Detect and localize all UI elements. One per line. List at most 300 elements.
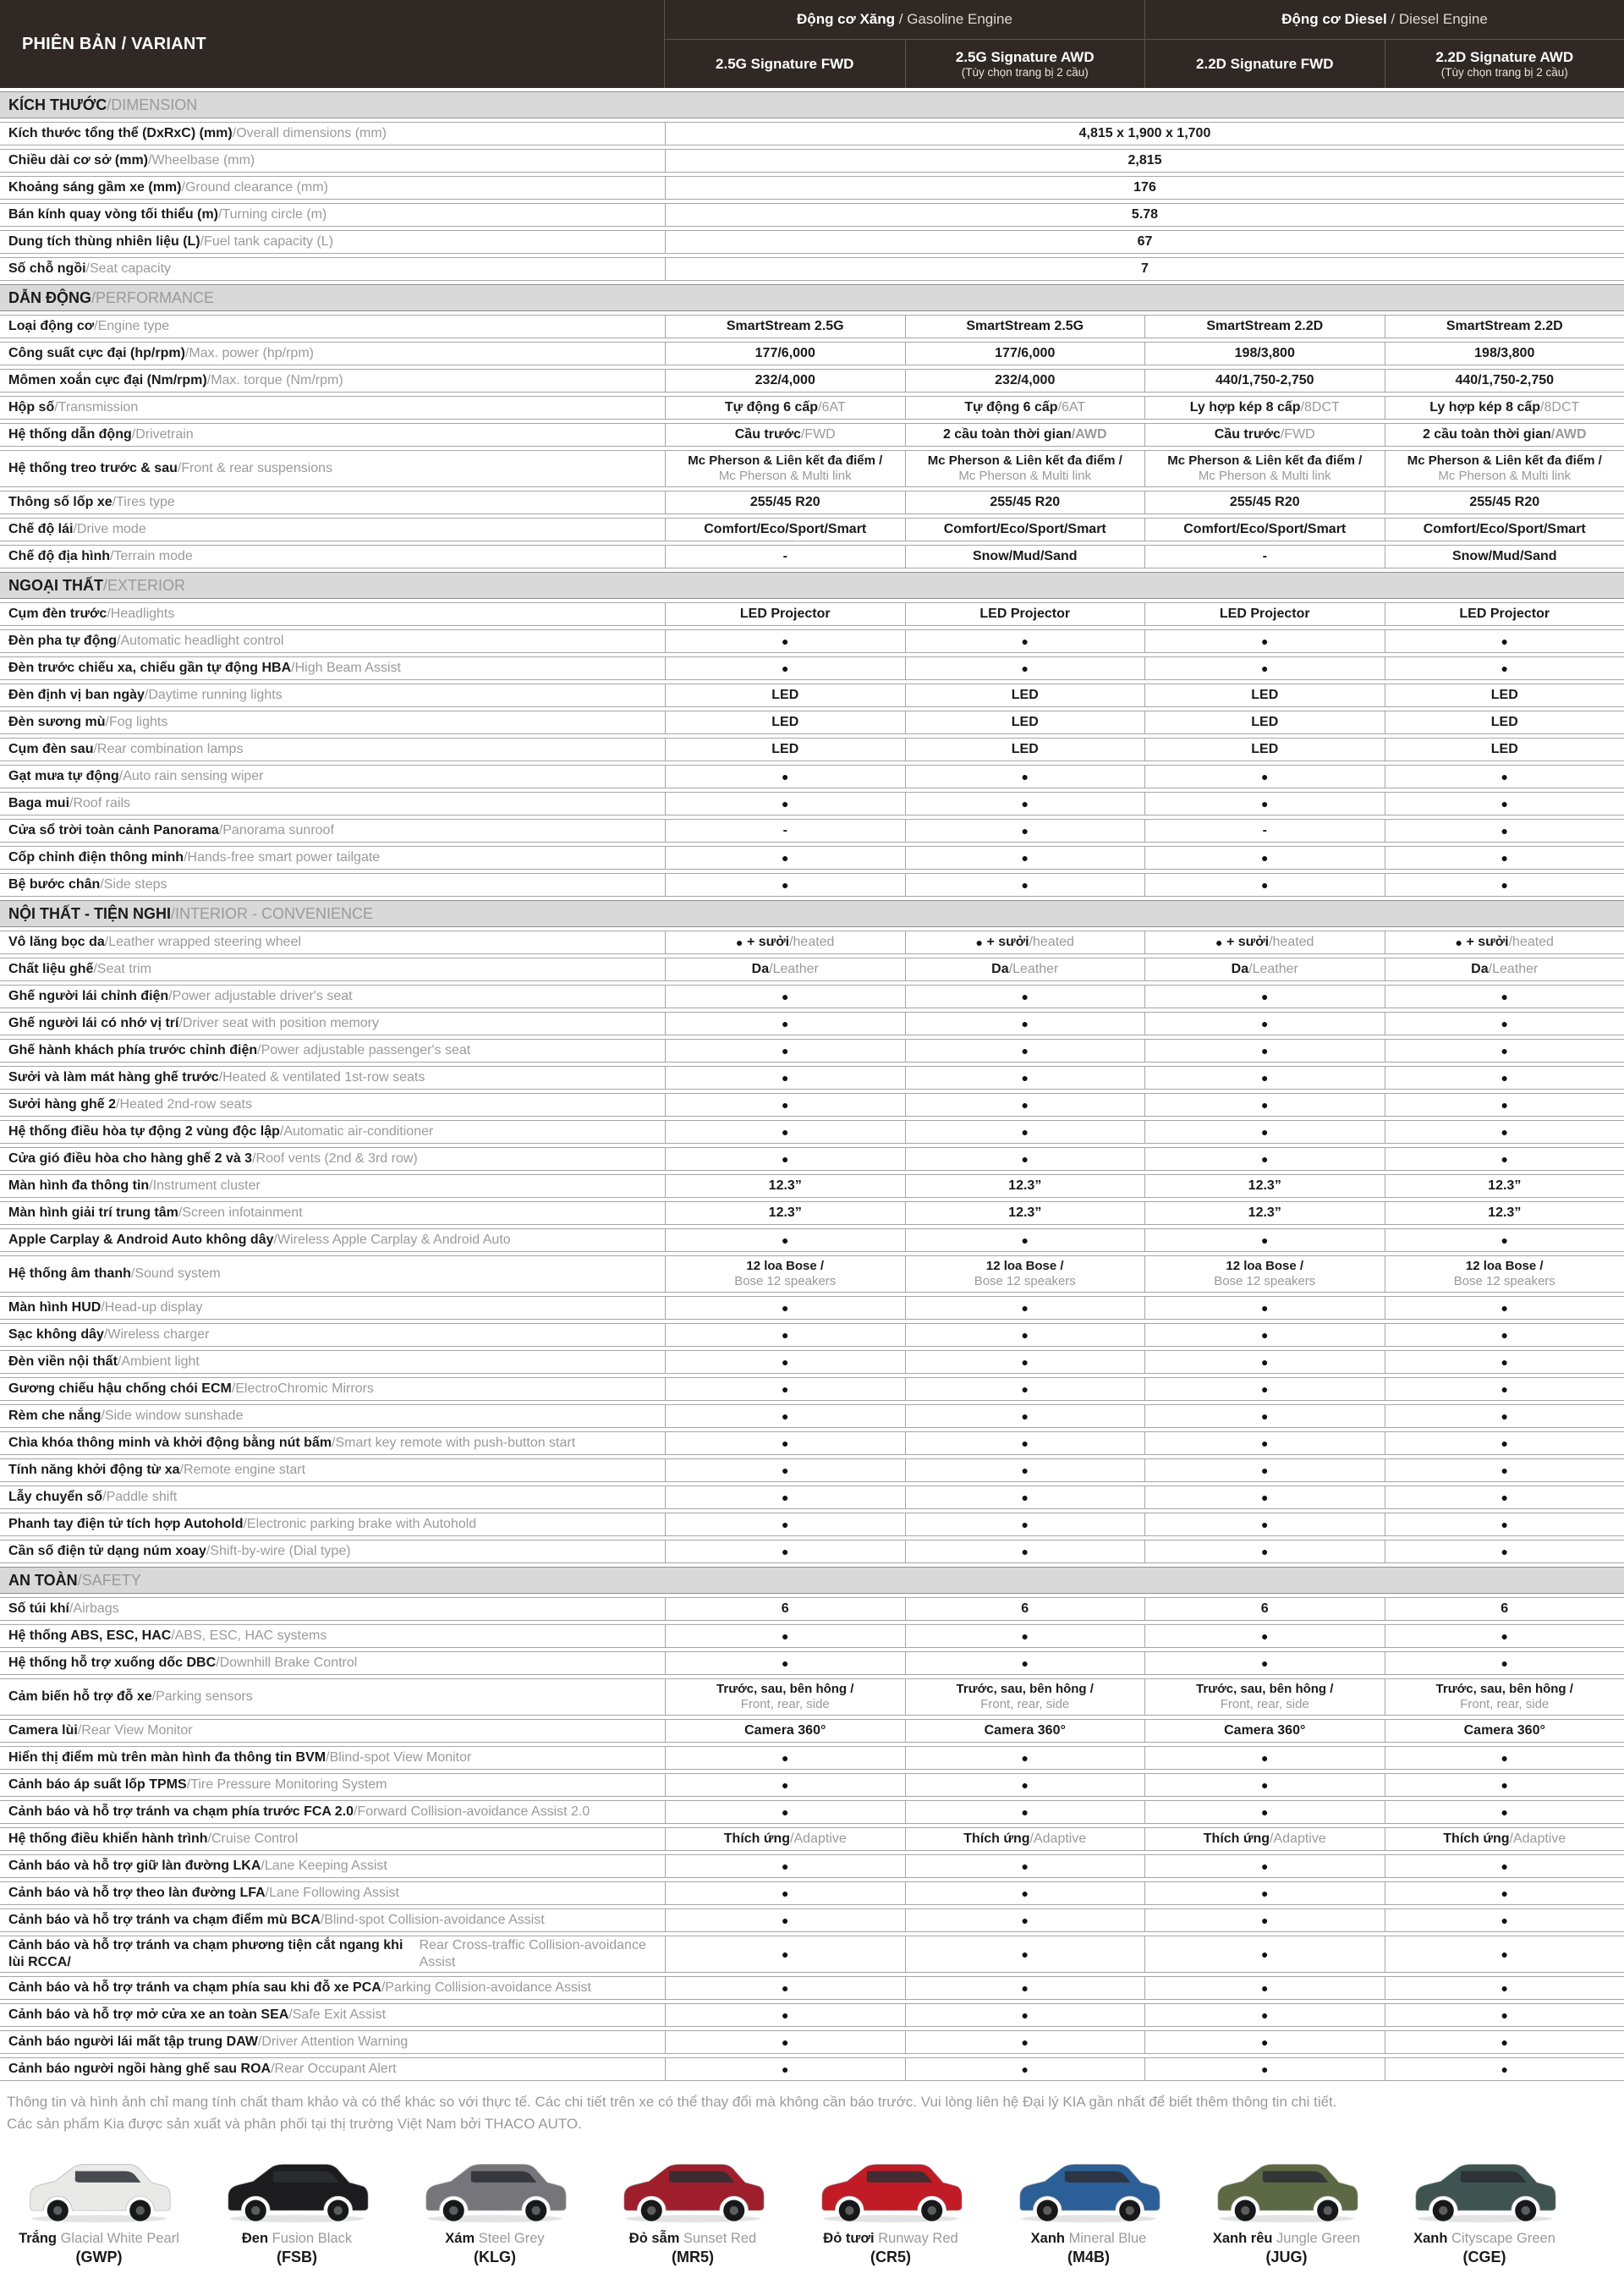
row-label: Đèn pha tự động / Automatic headlight control <box>8 634 284 648</box>
spec-row <box>0 1296 1624 1320</box>
equipped-dot-icon: ● <box>782 1859 789 1873</box>
spec-value: 12 loa Bose / Bose 12 speakers <box>1144 1256 1385 1292</box>
car-icon <box>808 2146 974 2227</box>
spec-value <box>665 766 905 788</box>
spec-value: ● + sưởi / heated <box>905 931 1145 953</box>
spec-value <box>1144 1351 1385 1373</box>
equipped-dot-icon: ● <box>1021 1947 1029 1961</box>
equipped-dot-icon: ● <box>1501 1464 1508 1477</box>
color-option <box>993 2146 1184 2266</box>
color-strip <box>0 2136 1624 2273</box>
equipped-dot-icon: ● <box>1261 1545 1269 1558</box>
spec-row <box>0 1624 1624 1648</box>
spec-row <box>0 958 1624 981</box>
spec-value <box>1385 2004 1624 2026</box>
spec-row <box>0 1039 1624 1063</box>
color-option <box>3 2146 195 2266</box>
row-label: Đèn viền nội thất / Ambient light <box>8 1354 200 1369</box>
spec-value <box>665 1459 905 1481</box>
row-label: Sưởi hàng ghế 2 / Heated 2nd-row seats <box>8 1097 252 1112</box>
variant-column-1: 2.5G Signature FWD <box>716 55 854 72</box>
equipped-dot-icon: ● <box>1261 1301 1269 1315</box>
row-label: Hệ thống hỗ trợ xuống dốc DBC / Downhill Brake Control <box>8 1656 358 1670</box>
variant-label-vn: PHIÊN BẢN <box>22 34 117 53</box>
spec-value <box>665 1909 905 1931</box>
equipped-dot-icon: ● <box>1261 662 1269 675</box>
spec-value <box>665 1801 905 1823</box>
equipped-dot-icon: ● <box>1021 770 1029 783</box>
color-code: (FSB) <box>277 2248 317 2265</box>
spec-value: Trước, sau, bên hông / Front, rear, side <box>905 1679 1145 1715</box>
equipped-dot-icon: ● <box>1021 1914 1029 1927</box>
equipped-dot-icon: ● <box>782 1656 789 1670</box>
spec-value <box>665 2004 905 2026</box>
spec-value <box>1144 2058 1385 2080</box>
row-label: Hiển thị điểm mù trên màn hình đa thông tin BVM / Blind-spot View Monitor <box>8 1750 472 1765</box>
spec-value <box>905 1405 1145 1427</box>
spec-row <box>0 423 1624 447</box>
spec-value <box>905 1013 1145 1035</box>
spec-value <box>1144 1774 1385 1796</box>
equipped-dot-icon: ● <box>1261 1098 1269 1112</box>
row-label: Hộp số / Transmission <box>8 400 139 415</box>
spec-value <box>1385 1855 1624 1877</box>
spec-value <box>665 1351 905 1373</box>
spec-value <box>905 1121 1145 1143</box>
equipped-dot-icon: ● <box>1021 2062 1029 2076</box>
equipped-dot-icon: ● <box>1021 878 1029 892</box>
row-label: Chế độ lái / Drive mode <box>8 522 146 536</box>
spec-value: LED <box>665 711 905 733</box>
equipped-dot-icon: ● <box>1501 2062 1508 2076</box>
spec-value <box>665 630 905 652</box>
spec-row <box>0 656 1624 680</box>
spec-value: Cầu trước / FWD <box>665 424 905 446</box>
spec-row <box>0 1827 1624 1851</box>
spec-row <box>0 985 1624 1008</box>
equipped-dot-icon: ● <box>1261 1629 1269 1643</box>
row-label: Hệ thống ABS, ESC, HAC / ABS, ESC, HAC systems <box>8 1628 327 1643</box>
color-code: (M4B) <box>1067 2248 1110 2265</box>
spec-value <box>665 1513 905 1535</box>
spec-row <box>0 1485 1624 1509</box>
color-name: Đỏ tươi Runway Red <box>823 2230 958 2246</box>
equipped-dot-icon: ● <box>782 1886 789 1900</box>
equipped-dot-icon: ● <box>1501 1071 1508 1085</box>
spec-value <box>1385 1652 1624 1674</box>
spec-value: 198/3,800 <box>1385 343 1624 365</box>
equipped-dot-icon: ● <box>782 1545 789 1558</box>
row-label: Chìa khóa thông minh và khởi động bằng nút bấm / Smart key remote with push-button start <box>8 1436 576 1450</box>
equipped-dot-icon: ● <box>736 936 743 949</box>
color-name: Xanh rêu Jungle Green <box>1212 2230 1361 2246</box>
spec-row <box>0 315 1624 338</box>
equipped-dot-icon: ● <box>1501 1328 1508 1342</box>
color-option <box>1389 2146 1580 2266</box>
equipped-dot-icon: ● <box>1501 824 1508 837</box>
spec-value <box>1144 1855 1385 1877</box>
spec-value <box>1385 1909 1624 1931</box>
equipped-dot-icon: ● <box>1501 1914 1508 1927</box>
row-label: Apple Carplay & Android Auto không dây / Wireless Apple Carplay & Android Auto <box>8 1233 511 1247</box>
spec-value: LED <box>1144 684 1385 706</box>
spec-row <box>0 1120 1624 1144</box>
equipped-dot-icon: ● <box>1021 662 1029 675</box>
spec-value: 4,815 x 1,900 x 1,700 <box>665 123 1624 145</box>
row-label: Thông số lốp xe / Tires type <box>8 495 175 509</box>
spec-value <box>1144 1148 1385 1170</box>
color-option <box>1191 2146 1382 2266</box>
row-label: Cảnh báo áp suất lốp TPMS / Tire Pressure Monitoring System <box>8 1777 387 1792</box>
spec-value <box>905 657 1145 679</box>
spec-value <box>665 1148 905 1170</box>
equipped-dot-icon: ● <box>1261 634 1269 648</box>
spec-value <box>905 630 1145 652</box>
equipped-dot-icon: ● <box>1261 1382 1269 1396</box>
spec-value: Trước, sau, bên hông / Front, rear, side <box>665 1679 905 1715</box>
spec-value <box>905 793 1145 815</box>
spec-value <box>1144 2031 1385 2053</box>
spec-value: Ly hợp kép 8 cấp / 8DCT <box>1385 397 1624 419</box>
equipped-dot-icon: ● <box>782 1805 789 1819</box>
spec-value: 7 <box>665 258 1624 280</box>
row-label: Cảnh báo người ngồi hàng ghế sau ROA / Rear Occupant Alert <box>8 2062 397 2076</box>
spec-value <box>665 1378 905 1400</box>
spec-row <box>0 1719 1624 1743</box>
color-code: (CGE) <box>1462 2248 1506 2265</box>
equipped-dot-icon: ● <box>1501 1886 1508 1900</box>
spec-value: Mc Pherson & Liên kết đa điểm / Mc Pherson & Multi link <box>905 451 1145 486</box>
equipped-dot-icon: ● <box>1261 1017 1269 1030</box>
spec-value: LED <box>1385 684 1624 706</box>
equipped-dot-icon: ● <box>782 2008 789 2022</box>
spec-value <box>905 1540 1145 1562</box>
spec-value: Thích ứng / Adaptive <box>905 1828 1145 1850</box>
variant-column-4: 2.2D Signature AWD (Tùy chọn trang bị 2 cầu) <box>1385 40 1624 88</box>
spec-row <box>0 1350 1624 1374</box>
spec-value: Da / Leather <box>1144 958 1385 980</box>
spec-value <box>1385 1936 1624 1972</box>
spec-value <box>905 1486 1145 1508</box>
spec-value <box>665 1405 905 1427</box>
equipped-dot-icon: ● <box>1261 1751 1269 1765</box>
spec-value: 6 <box>905 1598 1145 1620</box>
equipped-dot-icon: ● <box>1501 797 1508 810</box>
spec-row <box>0 1854 1624 1878</box>
equipped-dot-icon: ● <box>1021 1355 1029 1369</box>
equipped-dot-icon: ● <box>1261 1355 1269 1369</box>
spec-value <box>665 1432 905 1454</box>
equipped-dot-icon: ● <box>1501 2008 1508 2022</box>
equipped-dot-icon: ● <box>782 1947 789 1961</box>
section-header: AN TOÀN / SAFETY <box>0 1567 1624 1594</box>
spec-row <box>0 873 1624 897</box>
row-label: Cảnh báo và hỗ trợ giữ làn đường LKA / Lane Keeping Assist <box>8 1859 387 1873</box>
spec-value <box>1144 1297 1385 1319</box>
row-label: Tính năng khởi động từ xa / Remote engine start <box>8 1463 306 1477</box>
spec-value <box>905 1801 1145 1823</box>
row-label: Đèn sương mù / Fog lights <box>8 715 168 729</box>
disclaimer-line-1: Thông tin và hình ảnh chỉ mang tính chất tham khảo và có thể khác so với thực tế. Các chi tiết trên xe có thể thay đổi mà không cần báo trước. Vui lòng liên hệ Đại lý KIA gần nhất để biết thêm thông tin chi tiết. <box>7 2094 1337 2110</box>
spec-value: ● + sưởi / heated <box>1385 931 1624 953</box>
spec-row <box>0 396 1624 420</box>
equipped-dot-icon: ● <box>782 1233 789 1247</box>
spec-row <box>0 1404 1624 1428</box>
spec-value <box>665 1121 905 1143</box>
spec-value <box>1385 1625 1624 1647</box>
spec-value: Thích ứng / Adaptive <box>665 1828 905 1850</box>
spec-value <box>1385 766 1624 788</box>
equipped-dot-icon: ● <box>1261 1233 1269 1247</box>
spec-value <box>665 1977 905 1999</box>
spec-value <box>1144 1013 1385 1035</box>
spec-value <box>1144 630 1385 652</box>
spec-row <box>0 122 1624 146</box>
equipped-dot-icon: ● <box>1501 878 1508 892</box>
spec-row <box>0 545 1624 568</box>
equipped-dot-icon: ● <box>1501 1152 1508 1166</box>
spec-row <box>0 931 1624 954</box>
spec-row <box>0 2030 1624 2054</box>
section-header: NGOẠI THẤT / EXTERIOR <box>0 572 1624 599</box>
spec-value <box>1144 1909 1385 1931</box>
spec-value <box>1144 847 1385 869</box>
row-label: Rèm che nắng / Side window sunshade <box>8 1409 244 1423</box>
equipped-dot-icon: ● <box>782 1981 789 1995</box>
equipped-dot-icon: ● <box>782 1464 789 1477</box>
equipped-dot-icon: ● <box>1501 1098 1508 1112</box>
variant-column-2: 2.5G Signature AWD (Tùy chọn trang bị 2 cầu) <box>905 40 1145 88</box>
equipped-dot-icon: ● <box>1261 1071 1269 1085</box>
equipped-dot-icon: ● <box>782 2062 789 2076</box>
spec-value <box>1385 793 1624 815</box>
equipped-dot-icon: ● <box>782 797 789 810</box>
spec-value: 440/1,750-2,750 <box>1385 370 1624 392</box>
row-label: Cần số điện tử dạng núm xoay / Shift-by-wire (Dial type) <box>8 1544 351 1558</box>
spec-value <box>1385 657 1624 679</box>
spec-value <box>665 874 905 896</box>
spec-value: Thích ứng / Adaptive <box>1144 1828 1385 1850</box>
spec-row <box>0 738 1624 761</box>
spec-row <box>0 2003 1624 2027</box>
row-label: Gương chiếu hậu chống chói ECM / ElectroChromic Mirrors <box>8 1381 374 1396</box>
row-label: Hệ thống treo trước & sau / Front & rear suspensions <box>8 461 333 475</box>
spec-value <box>1385 630 1624 652</box>
spec-value <box>905 1324 1145 1346</box>
spec-value: - <box>1144 546 1385 568</box>
equipped-dot-icon: ● <box>1021 1409 1029 1423</box>
spec-value <box>1144 1432 1385 1454</box>
row-label: Cảm biến hỗ trợ đỗ xe / Parking sensors <box>8 1689 253 1704</box>
equipped-dot-icon: ● <box>1261 1125 1269 1139</box>
spec-value <box>905 1513 1145 1535</box>
spec-value <box>1144 1378 1385 1400</box>
spec-value <box>665 1882 905 1904</box>
spec-row <box>0 1323 1624 1347</box>
spec-value <box>1144 1540 1385 1562</box>
spec-value: Tự động 6 cấp / 6AT <box>905 397 1145 419</box>
spec-value <box>1385 1040 1624 1062</box>
spec-value: Da / Leather <box>1385 958 1624 980</box>
spec-value: LED <box>905 684 1145 706</box>
row-label: Chiều dài cơ sở (mm) / Wheelbase (mm) <box>8 153 255 167</box>
row-label: Đèn định vị ban ngày / Daytime running lights <box>8 688 283 702</box>
spec-value <box>665 2058 905 2080</box>
spec-value <box>1385 1432 1624 1454</box>
spec-value: Snow/Mud/Sand <box>1385 546 1624 568</box>
spec-value: 12.3” <box>1385 1202 1624 1224</box>
spec-value: 255/45 R20 <box>1144 491 1385 513</box>
spec-row <box>0 792 1624 815</box>
equipped-dot-icon: ● <box>1021 1071 1029 1085</box>
spec-value <box>905 1747 1145 1769</box>
equipped-dot-icon: ● <box>1501 1436 1508 1450</box>
row-label: Cốp chỉnh điện thông minh / Hands-free smart power tailgate <box>8 850 381 865</box>
row-label: Vô lăng bọc da / Leather wrapped steering wheel <box>8 935 301 949</box>
row-label: Màn hình đa thông tin / Instrument cluster <box>8 1178 261 1193</box>
spec-value <box>905 1297 1145 1319</box>
spec-row <box>0 629 1624 653</box>
row-label: Ghế người lái chỉnh điện / Power adjustable driver's seat <box>8 989 353 1003</box>
spec-value: 2 cầu toàn thời gian / AWD <box>905 424 1145 446</box>
color-name: Trắng Glacial White Pearl <box>19 2230 179 2246</box>
section-header: NỘI THẤT - TIỆN NGHI / INTERIOR - CONVENIENCE <box>0 900 1624 927</box>
row-label: Cửa sổ trời toàn cảnh Panorama / Panorama sunroof <box>8 823 334 837</box>
row-label: Phanh tay điện tử tích hợp Autohold / Electronic parking brake with Autohold <box>8 1517 477 1531</box>
spec-value <box>905 1067 1145 1089</box>
spec-value: 12 loa Bose / Bose 12 speakers <box>1385 1256 1624 1292</box>
equipped-dot-icon: ● <box>782 770 789 783</box>
row-label: Kích thước tổng thể (DxRxC) (mm) / Overall dimensions (mm) <box>8 126 387 140</box>
spec-value: Mc Pherson & Liên kết đa điểm / Mc Pherson & Multi link <box>1385 451 1624 486</box>
spec-value <box>1144 1747 1385 1769</box>
equipped-dot-icon: ● <box>1021 1328 1029 1342</box>
spec-value <box>1385 1405 1624 1427</box>
equipped-dot-icon: ● <box>1021 634 1029 648</box>
row-label: Hệ thống điều khiển hành trình / Cruise Control <box>8 1831 299 1846</box>
table-header <box>0 0 1624 88</box>
equipped-dot-icon: ● <box>1501 1751 1508 1765</box>
row-label: Hệ thống điều hòa tự động 2 vùng độc lập / Automatic air-conditioner <box>8 1124 434 1139</box>
equipped-dot-icon: ● <box>782 1301 789 1315</box>
spec-value: LED <box>905 711 1145 733</box>
spec-value <box>665 847 905 869</box>
spec-value <box>905 1977 1145 1999</box>
equipped-dot-icon: ● <box>1021 851 1029 865</box>
equipped-dot-icon: ● <box>782 1518 789 1531</box>
equipped-dot-icon: ● <box>1261 1981 1269 1995</box>
variant-header-label: PHIÊN BẢN / VARIANT <box>22 34 206 53</box>
spec-value: - <box>1144 820 1385 842</box>
equipped-dot-icon: ● <box>1501 1629 1508 1643</box>
equipped-dot-icon: ● <box>1021 1981 1029 1995</box>
equipped-dot-icon: ● <box>1261 1805 1269 1819</box>
equipped-dot-icon: ● <box>782 1071 789 1085</box>
equipped-dot-icon: ● <box>1021 2035 1029 2049</box>
spec-value <box>1385 1378 1624 1400</box>
color-option <box>597 2146 788 2266</box>
equipped-dot-icon: ● <box>782 634 789 648</box>
spec-value: 12 loa Bose / Bose 12 speakers <box>905 1256 1145 1292</box>
spec-value <box>1144 1801 1385 1823</box>
spec-value: 6 <box>1385 1598 1624 1620</box>
row-label: Cụm đèn sau / Rear combination lamps <box>8 742 244 756</box>
spec-row <box>0 765 1624 788</box>
equipped-dot-icon: ● <box>1261 2008 1269 2022</box>
spec-value: 232/4,000 <box>665 370 905 392</box>
spec-value <box>665 986 905 1008</box>
equipped-dot-icon: ● <box>1021 1778 1029 1792</box>
equipped-dot-icon: ● <box>1501 2035 1508 2049</box>
spec-value: Camera 360° <box>1144 1720 1385 1742</box>
spec-value <box>905 1040 1145 1062</box>
equipped-dot-icon: ● <box>1261 797 1269 810</box>
equipped-dot-icon: ● <box>1261 990 1269 1003</box>
equipped-dot-icon: ● <box>782 1017 789 1030</box>
equipped-dot-icon: ● <box>1261 1656 1269 1670</box>
row-label: Màn hình giải trí trung tâm / Screen infotainment <box>8 1205 303 1220</box>
car-icon <box>16 2146 182 2227</box>
spec-row <box>0 369 1624 393</box>
spec-value <box>665 1625 905 1647</box>
spec-row <box>0 1773 1624 1797</box>
spec-value <box>1144 1513 1385 1535</box>
spec-value <box>1144 1486 1385 1508</box>
color-name: Xanh Mineral Blue <box>1030 2230 1147 2246</box>
spec-value <box>1144 986 1385 1008</box>
spec-row <box>0 450 1624 487</box>
spec-value <box>1144 2004 1385 2026</box>
equipped-dot-icon: ● <box>782 1409 789 1423</box>
spec-value: Snow/Mud/Sand <box>905 546 1145 568</box>
equipped-dot-icon: ● <box>1501 1044 1508 1057</box>
car-icon <box>1006 2146 1171 2227</box>
spec-value <box>1385 1801 1624 1823</box>
equipped-dot-icon: ● <box>1261 2062 1269 2076</box>
equipped-dot-icon: ● <box>975 936 984 949</box>
spec-value: Mc Pherson & Liên kết đa điểm / Mc Pherson & Multi link <box>1144 451 1385 486</box>
color-code: (GWP) <box>75 2248 123 2265</box>
equipped-dot-icon: ● <box>1261 1436 1269 1450</box>
spec-value <box>1144 1324 1385 1346</box>
spec-value <box>1144 1405 1385 1427</box>
spec-value: 177/6,000 <box>905 343 1145 365</box>
row-label: Camera lùi / Rear View Monitor <box>8 1723 193 1738</box>
spec-value: LED Projector <box>905 603 1145 625</box>
equipped-dot-icon: ● <box>1501 1017 1508 1030</box>
color-option <box>201 2146 392 2266</box>
row-label: Cảnh báo và hỗ trợ mở cửa xe an toàn SEA / Safe Exit Assist <box>8 2007 387 2022</box>
spec-value: 6 <box>665 1598 905 1620</box>
equipped-dot-icon: ● <box>782 1125 789 1139</box>
spec-row <box>0 1976 1624 2000</box>
spec-value <box>905 1459 1145 1481</box>
spec-row <box>0 230 1624 254</box>
equipped-dot-icon: ● <box>1021 1233 1029 1247</box>
disclaimer <box>0 2091 1624 2136</box>
spec-value: Comfort/Eco/Sport/Smart <box>905 519 1145 541</box>
spec-value <box>1385 1486 1624 1508</box>
car-icon <box>610 2146 776 2227</box>
spec-value: 177/6,000 <box>665 343 905 365</box>
spec-value: 176 <box>665 177 1624 199</box>
spec-row <box>0 518 1624 541</box>
spec-value <box>1144 1229 1385 1251</box>
row-label: Mômen xoắn cực đại (Nm/rpm) / Max. torque (Nm/rpm) <box>8 373 343 387</box>
equipped-dot-icon: ● <box>1021 824 1029 837</box>
spec-value <box>1385 1774 1624 1796</box>
equipped-dot-icon: ● <box>1501 1382 1508 1396</box>
